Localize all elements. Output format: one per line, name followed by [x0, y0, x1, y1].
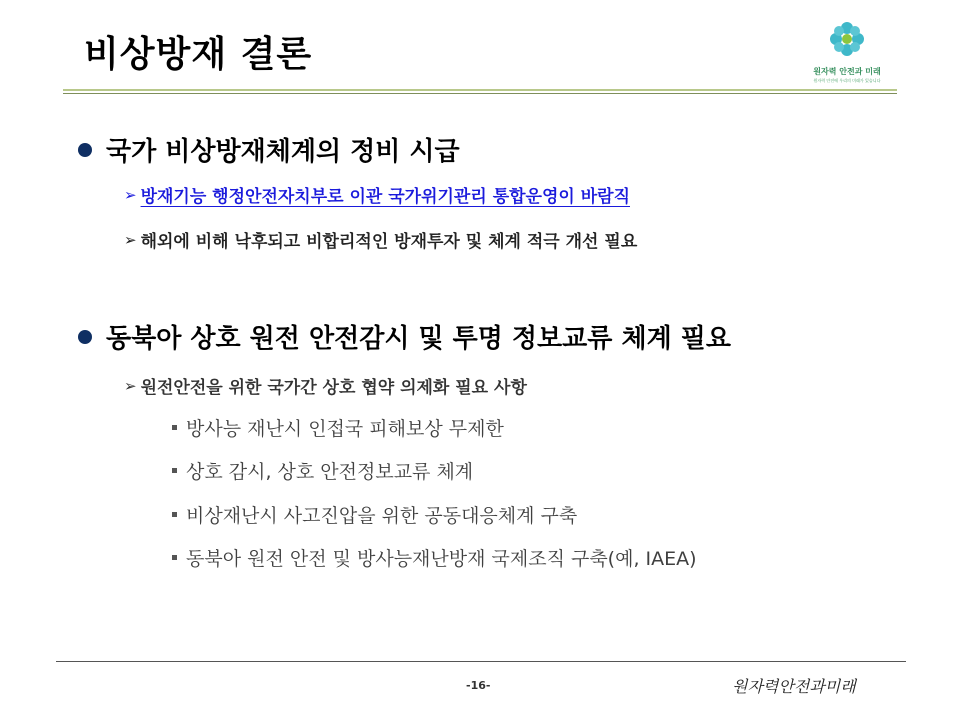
list-item-text: 방사능 재난시 인접국 피해보상 무제한	[186, 418, 504, 440]
point-link[interactable]	[124, 182, 630, 207]
square-bullet-icon	[172, 468, 177, 473]
square-bullet-icon	[172, 555, 177, 560]
section-heading-text: 국가 비상방재체계의 정비 시급	[106, 137, 460, 167]
point-text: 해외에 비해 낙후되고 비합리적인 방재투자 및 체계 적극 개선 필요	[140, 232, 638, 252]
logo	[806, 20, 888, 90]
point	[124, 373, 527, 398]
point-text: 방재기능 행정안전자치부로 이관 국가위기관리 통합운영이 바람직	[140, 187, 630, 207]
arrow-icon: ➢	[124, 230, 137, 249]
flower-icon	[828, 20, 866, 58]
list-item-text: 동북아 원전 안전 및 방사능재난방재 국제조직 구축(예, IAEA)	[186, 548, 697, 570]
footer-brand: 원자력안전과미래	[732, 677, 856, 696]
logo-slogan: 원자력 안전에 우리의 미래가 있습니다	[813, 78, 881, 83]
page-number: -16-	[466, 679, 491, 692]
arrow-icon: ➢	[124, 185, 137, 204]
section-heading-1	[78, 131, 460, 168]
list-item	[172, 457, 473, 484]
list-item	[172, 501, 577, 528]
list-item	[172, 414, 504, 441]
logo-name: 원자력 안전과 미래	[813, 67, 881, 76]
slide-title: 비상방재 결론	[84, 34, 313, 75]
header-rule-thin	[63, 93, 897, 94]
list-item-text: 상호 감시, 상호 안전정보교류 체계	[186, 461, 474, 483]
header-rule	[63, 89, 897, 91]
list-item-text: 비상재난시 사고진압을 위한 공동대응체계 구축	[186, 505, 578, 527]
list-item	[172, 544, 697, 571]
point-text: 원전안전을 위한 국가간 상호 협약 의제화 필요 사항	[140, 378, 527, 398]
square-bullet-icon	[172, 425, 177, 430]
point	[124, 227, 637, 252]
arrow-icon: ➢	[124, 376, 137, 395]
bullet-dot	[78, 143, 92, 157]
square-bullet-icon	[172, 512, 177, 517]
section-heading-text: 동북아 상호 원전 안전감시 및 투명 정보교류 체계 필요	[106, 324, 731, 354]
bullet-dot	[78, 330, 92, 344]
footer-rule	[56, 661, 906, 662]
section-heading-2	[78, 318, 731, 355]
